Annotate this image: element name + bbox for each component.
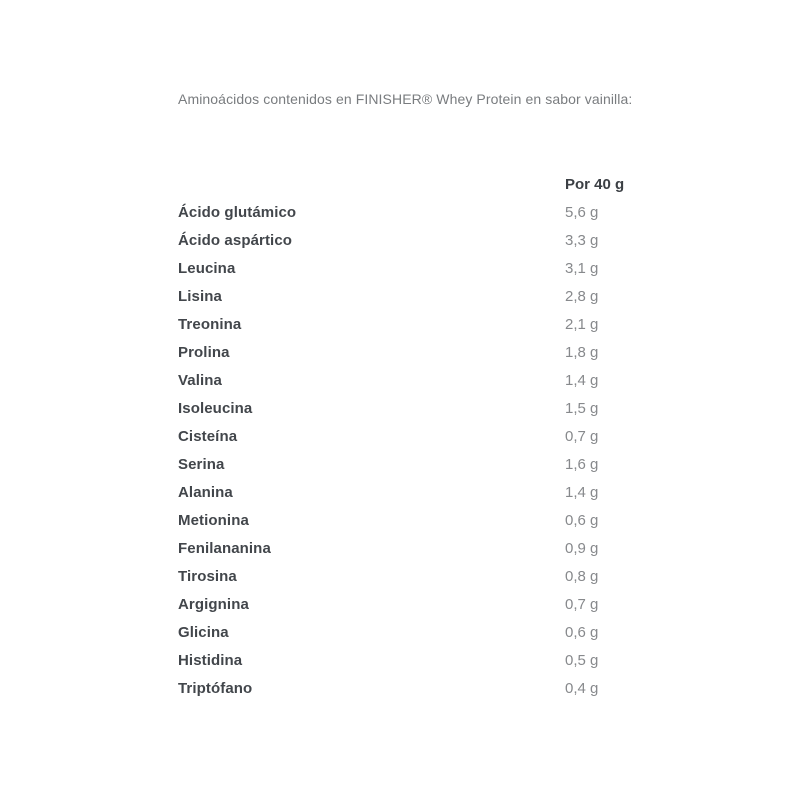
- amino-acid-value: 3,3 g: [565, 232, 599, 249]
- amino-acid-name: Histidina: [178, 652, 243, 669]
- amino-acid-value: 0,5 g: [565, 652, 599, 669]
- table-row: [178, 395, 638, 423]
- amino-acid-name: Metionina: [178, 512, 249, 529]
- table-row: [178, 535, 638, 563]
- amino-acid-value: 2,1 g: [565, 316, 599, 333]
- amino-acid-value: 1,5 g: [565, 400, 599, 417]
- table-row: [178, 423, 638, 451]
- amino-acid-value: 0,6 g: [565, 512, 599, 529]
- amino-acid-name: Cisteína: [178, 428, 238, 445]
- table-row: [178, 507, 638, 535]
- amino-acid-value: 1,6 g: [565, 456, 599, 473]
- table-row: [178, 647, 638, 675]
- table-row: [178, 563, 638, 591]
- amino-acid-name: Isoleucina: [178, 400, 253, 417]
- amino-acid-value: 0,4 g: [565, 680, 599, 697]
- amino-acid-value: 0,8 g: [565, 568, 599, 585]
- table-row: [178, 199, 638, 227]
- amino-acid-name: Lisina: [178, 288, 222, 305]
- amino-acid-value: 1,8 g: [565, 344, 599, 361]
- column-header-per-40g: Por 40 g: [565, 176, 625, 193]
- amino-acid-name: Serina: [178, 456, 225, 473]
- amino-acid-name: Argignina: [178, 596, 249, 613]
- amino-acid-name: Alanina: [178, 484, 233, 501]
- table-header-row: [178, 171, 638, 199]
- table-row: [178, 339, 638, 367]
- amino-acid-table: [178, 171, 638, 703]
- amino-acid-value: 0,9 g: [565, 540, 599, 557]
- amino-acid-name: Ácido aspártico: [178, 232, 293, 249]
- amino-acid-value: 3,1 g: [565, 260, 599, 277]
- amino-acid-value: 1,4 g: [565, 484, 599, 501]
- table-row: [178, 619, 638, 647]
- table-row: [178, 675, 638, 703]
- amino-acid-value: 0,7 g: [565, 428, 599, 445]
- page-title: Aminoácidos contenidos en FINISHER® Whey Protein en sabor vainilla:: [178, 91, 633, 107]
- table-row: [178, 311, 638, 339]
- amino-acid-name: Treonina: [178, 316, 242, 333]
- amino-acid-value: 1,4 g: [565, 372, 599, 389]
- amino-acid-value: 5,6 g: [565, 204, 599, 221]
- amino-acid-name: Leucina: [178, 260, 236, 277]
- amino-acid-name: Triptófano: [178, 680, 253, 697]
- table-body: [178, 199, 638, 703]
- table-row: [178, 451, 638, 479]
- table-row: [178, 591, 638, 619]
- amino-acid-name: Prolina: [178, 344, 230, 361]
- table-row: [178, 227, 638, 255]
- amino-acid-name: Ácido glutámico: [178, 204, 297, 221]
- table-row: [178, 367, 638, 395]
- amino-acid-name: Valina: [178, 372, 222, 389]
- amino-acid-value: 0,7 g: [565, 596, 599, 613]
- amino-acid-name: Glicina: [178, 624, 229, 641]
- table-row: [178, 479, 638, 507]
- table-row: [178, 283, 638, 311]
- amino-acid-value: 0,6 g: [565, 624, 599, 641]
- amino-acid-value: 2,8 g: [565, 288, 599, 305]
- table-row: [178, 255, 638, 283]
- amino-acid-name: Fenilananina: [178, 540, 271, 557]
- amino-acid-name: Tirosina: [178, 568, 237, 585]
